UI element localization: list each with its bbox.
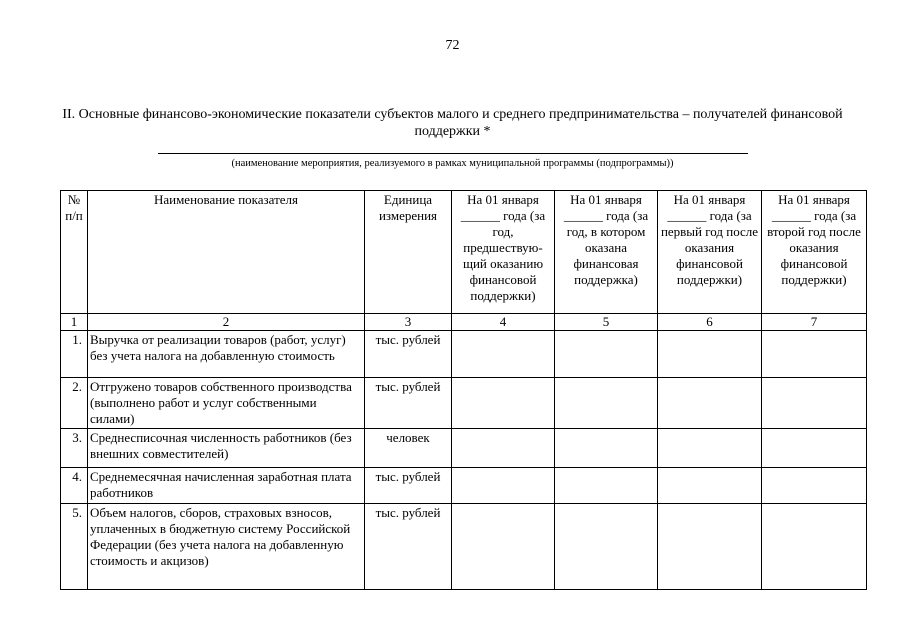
row-unit: тыс. рублей	[365, 378, 452, 429]
column-index: 4	[452, 314, 555, 331]
header-unit: Единица измерения	[365, 191, 452, 314]
value-cell	[658, 468, 762, 504]
value-cell	[658, 504, 762, 590]
value-cell	[658, 429, 762, 468]
indicators-table	[60, 190, 867, 590]
value-cell	[762, 378, 867, 429]
row-indicator-name: Среднесписочная численность работников (без внешних совместителей)	[88, 429, 365, 468]
table-row	[61, 331, 867, 378]
row-unit: тыс. рублей	[365, 331, 452, 378]
value-cell	[452, 468, 555, 504]
header-year-of-support: На 01 января ______ года (за год, в котором оказана финансовая поддержка)	[555, 191, 658, 314]
row-number: 5.	[61, 504, 88, 590]
column-index: 1	[61, 314, 88, 331]
header-num: № п/п	[61, 191, 88, 314]
value-cell	[658, 331, 762, 378]
row-unit: тыс. рублей	[365, 468, 452, 504]
row-number: 4.	[61, 468, 88, 504]
row-number: 1.	[61, 331, 88, 378]
row-indicator-name: Объем налогов, сборов, страховых взносов, уплаченных в бюджетную систему Российской Федерации (без учета налога на добавленную стоимость и акцизов)	[88, 504, 365, 590]
column-index: 3	[365, 314, 452, 331]
row-indicator-name: Выручка от реализации товаров (работ, услуг) без учета налога на добавленную стоимость	[88, 331, 365, 378]
column-index: 5	[555, 314, 658, 331]
column-index: 7	[762, 314, 867, 331]
value-cell	[555, 331, 658, 378]
value-cell	[452, 331, 555, 378]
section-title: II. Основные финансово-экономические показатели субъектов малого и среднего предпринимательства – получателей финансовой поддержки *	[62, 107, 843, 139]
value-cell	[452, 504, 555, 590]
row-indicator-name: Отгружено товаров собственного производства (выполнено работ и услуг собственными силами)	[88, 378, 365, 429]
value-cell	[555, 429, 658, 468]
value-cell	[452, 378, 555, 429]
fill-in-line	[158, 153, 748, 154]
value-cell	[555, 378, 658, 429]
header-indicator-name: Наименование показателя	[88, 191, 365, 314]
row-unit: тыс. рублей	[365, 504, 452, 590]
row-indicator-name: Среднемесячная начисленная заработная плата работников	[88, 468, 365, 504]
value-cell	[555, 504, 658, 590]
row-number: 3.	[61, 429, 88, 468]
value-cell	[658, 378, 762, 429]
value-cell	[555, 468, 658, 504]
table-row	[61, 429, 867, 468]
column-index: 6	[658, 314, 762, 331]
value-cell	[452, 429, 555, 468]
row-unit: человек	[365, 429, 452, 468]
column-index: 2	[88, 314, 365, 331]
value-cell	[762, 504, 867, 590]
value-cell	[762, 429, 867, 468]
header-first-year-after: На 01 января ______ года (за первый год после оказания финансовой поддержки)	[658, 191, 762, 314]
header-second-year-after: На 01 января ______ года (за второй год после оказания финансовой поддержки)	[762, 191, 867, 314]
table-row	[61, 504, 867, 590]
page-number: 72	[445, 38, 460, 53]
table-row	[61, 378, 867, 429]
column-index-row	[61, 314, 867, 331]
row-number: 2.	[61, 378, 88, 429]
value-cell	[762, 468, 867, 504]
name-caption: (наименование мероприятия, реализуемого в рамках муниципальной программы (подпрограммы))	[231, 158, 674, 169]
table-row	[61, 468, 867, 504]
header-row	[61, 191, 867, 314]
header-year-before: На 01 января ______ года (за год, предшествую-щий оказанию финансовой поддержки)	[452, 191, 555, 314]
value-cell	[762, 331, 867, 378]
